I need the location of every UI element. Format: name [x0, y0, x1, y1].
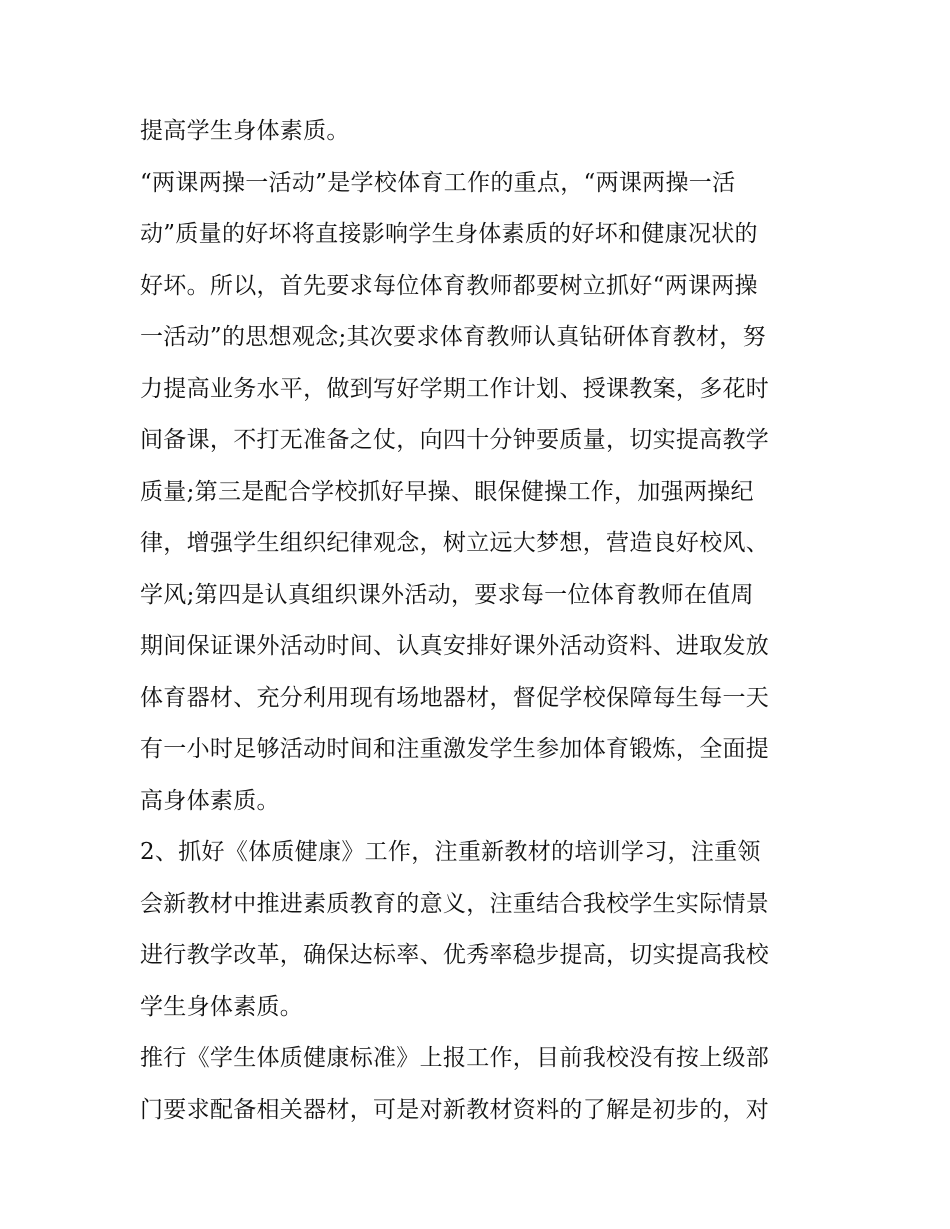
- text-line: 会新教材中推进素质教育的意义，注重结合我校学生实际情景: [140, 890, 770, 917]
- text-line: 一活动”的思想观念;其次要求体育教师认真钻研体育教材，努: [140, 324, 766, 350]
- text-line: 动”质量的好坏将直接影响学生身体素质的好坏和健康况状的: [140, 221, 758, 247]
- text-line: “两课两操一活动”是学校体育工作的重点，“两课两操一活: [140, 169, 736, 196]
- text-line: 学风;第四是认真组织课外活动，要求每一位体育教师在值周: [140, 581, 754, 608]
- text-line: 学生身体素质。: [140, 993, 304, 1020]
- text-line: 推行《学生体质健康标准》上报工作，目前我校没有按上级部: [140, 1045, 770, 1071]
- text-line: 提高学生身体素质。: [140, 118, 350, 144]
- text-line: 体育器材、充分利用现有场地器材，督促学校保障每生每一天: [140, 684, 770, 711]
- body-text: [140, 106, 820, 1136]
- text-line: 有一小时足够活动时间和注重激发学生参加体育锻炼，全面提: [140, 736, 770, 762]
- text-line: 质量;第三是配合学校抓好早操、眼保健操工作，加强两操纪: [140, 478, 754, 505]
- text-line: 高身体素质。: [140, 787, 280, 814]
- text-line: 期间保证课外活动时间、认真安排好课外活动资料、进取发放: [140, 633, 770, 659]
- text-line: 2、抓好《体质健康》工作，注重新教材的培训学习，注重领: [140, 839, 761, 865]
- text-line: 力提高业务水平，做到写好学期工作计划、授课教案，多花时: [140, 375, 770, 402]
- text-line: 好坏。所以，首先要求每位体育教师都要树立抓好“两课两操: [140, 272, 758, 299]
- text-line: 间备课，不打无准备之仗，向四十分钟要质量，切实提高教学: [140, 427, 770, 453]
- text-line: 律，增强学生组织纪律观念，树立远大梦想，营造良好校风、: [140, 530, 770, 556]
- text-line: 进行教学改革，确保达标率、优秀率稳步提高，切实提高我校: [140, 942, 770, 968]
- text-line: 门要求配备相关器材，可是对新教材资料的了解是初步的，对: [140, 1096, 770, 1123]
